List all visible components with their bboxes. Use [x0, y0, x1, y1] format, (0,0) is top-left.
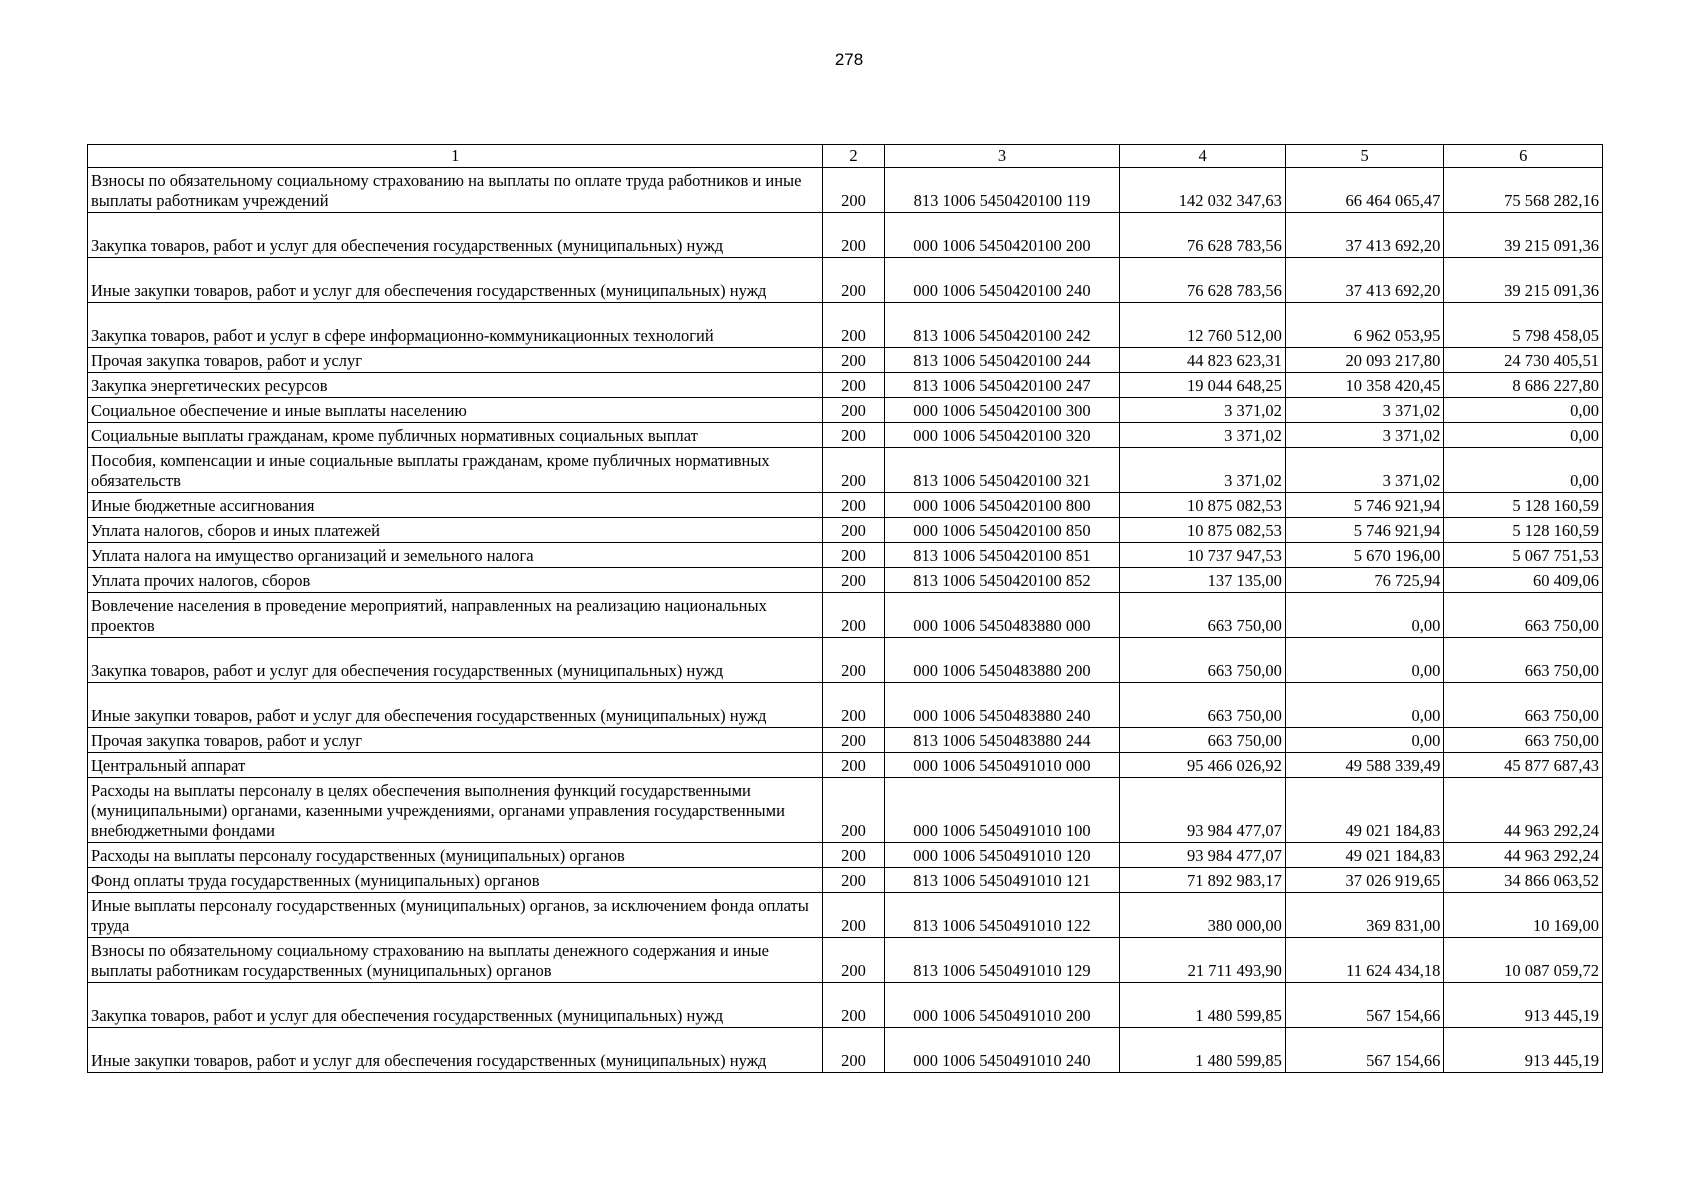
row-line-code: 200 — [823, 638, 884, 683]
row-name: Расходы на выплаты персоналу в целях обеспечения выполнения функций государственными (муниципальными) органами, казенными учреждениями, органами управления государственными внебюджетными фондами — [88, 778, 823, 843]
row-name: Фонд оплаты труда государственных (муниципальных) органов — [88, 868, 823, 893]
row-budget-code: 000 1006 5450483880 240 — [884, 683, 1120, 728]
row-budget-code: 813 1006 5450420100 247 — [884, 373, 1120, 398]
row-unexecuted: 663 750,00 — [1444, 683, 1603, 728]
row-executed: 0,00 — [1285, 593, 1444, 638]
row-unexecuted: 5 128 160,59 — [1444, 493, 1603, 518]
row-name: Иные выплаты персоналу государственных (муниципальных) органов, за исключением фонда оплаты труда — [88, 893, 823, 938]
row-name: Прочая закупка товаров, работ и услуг — [88, 348, 823, 373]
row-name: Социальное обеспечение и иные выплаты населению — [88, 398, 823, 423]
row-executed: 3 371,02 — [1285, 398, 1444, 423]
row-unexecuted: 45 877 687,43 — [1444, 753, 1603, 778]
page-number: 278 — [834, 50, 864, 69]
table-row — [88, 868, 1603, 893]
row-executed: 66 464 065,47 — [1285, 168, 1444, 213]
row-name: Расходы на выплаты персоналу государственных (муниципальных) органов — [88, 843, 823, 868]
row-executed: 6 962 053,95 — [1285, 303, 1444, 348]
row-unexecuted: 24 730 405,51 — [1444, 348, 1603, 373]
row-executed: 20 093 217,80 — [1285, 348, 1444, 373]
table-row — [88, 348, 1603, 373]
row-line-code: 200 — [823, 778, 884, 843]
row-budget-code: 000 1006 5450491010 000 — [884, 753, 1120, 778]
row-unexecuted: 10 087 059,72 — [1444, 938, 1603, 983]
row-name: Прочая закупка товаров, работ и услуг — [88, 728, 823, 753]
row-approved: 663 750,00 — [1120, 638, 1286, 683]
row-line-code: 200 — [823, 448, 884, 493]
column-header-4: 4 — [1120, 145, 1286, 168]
row-budget-code: 813 1006 5450491010 129 — [884, 938, 1120, 983]
row-unexecuted: 913 445,19 — [1444, 1028, 1603, 1073]
row-unexecuted: 39 215 091,36 — [1444, 258, 1603, 303]
row-line-code: 200 — [823, 843, 884, 868]
row-name: Взносы по обязательному социальному страхованию на выплаты по оплате труда работников и иные выплаты работникам учреждений — [88, 168, 823, 213]
row-executed: 0,00 — [1285, 728, 1444, 753]
row-line-code: 200 — [823, 568, 884, 593]
table-row — [88, 448, 1603, 493]
row-approved: 137 135,00 — [1120, 568, 1286, 593]
row-budget-code: 000 1006 5450420100 300 — [884, 398, 1120, 423]
budget-execution-table — [87, 144, 1603, 1073]
table-row — [88, 983, 1603, 1028]
table-row — [88, 843, 1603, 868]
row-executed: 567 154,66 — [1285, 1028, 1444, 1073]
row-name: Взносы по обязательному социальному страхованию на выплаты денежного содержания и иные выплаты работникам государственных (муниципальных) органов — [88, 938, 823, 983]
row-executed: 5 670 196,00 — [1285, 543, 1444, 568]
row-approved: 380 000,00 — [1120, 893, 1286, 938]
row-line-code: 200 — [823, 543, 884, 568]
table-row — [88, 303, 1603, 348]
row-approved: 21 711 493,90 — [1120, 938, 1286, 983]
table-row — [88, 638, 1603, 683]
row-budget-code: 813 1006 5450420100 852 — [884, 568, 1120, 593]
row-approved: 76 628 783,56 — [1120, 258, 1286, 303]
row-approved: 10 875 082,53 — [1120, 493, 1286, 518]
row-approved: 3 371,02 — [1120, 423, 1286, 448]
row-unexecuted: 5 798 458,05 — [1444, 303, 1603, 348]
table-row — [88, 568, 1603, 593]
table-row — [88, 493, 1603, 518]
row-line-code: 200 — [823, 348, 884, 373]
row-unexecuted: 34 866 063,52 — [1444, 868, 1603, 893]
row-approved: 19 044 648,25 — [1120, 373, 1286, 398]
row-budget-code: 000 1006 5450491010 120 — [884, 843, 1120, 868]
column-header-1: 1 — [88, 145, 823, 168]
row-approved: 663 750,00 — [1120, 683, 1286, 728]
table-row — [88, 753, 1603, 778]
row-executed: 76 725,94 — [1285, 568, 1444, 593]
row-unexecuted: 5 128 160,59 — [1444, 518, 1603, 543]
row-executed: 0,00 — [1285, 638, 1444, 683]
table-row — [88, 518, 1603, 543]
table-row — [88, 778, 1603, 843]
table-row — [88, 893, 1603, 938]
row-unexecuted: 0,00 — [1444, 423, 1603, 448]
row-line-code: 200 — [823, 303, 884, 348]
row-approved: 1 480 599,85 — [1120, 983, 1286, 1028]
row-name: Закупка товаров, работ и услуг для обеспечения государственных (муниципальных) нужд — [88, 983, 823, 1028]
row-unexecuted: 8 686 227,80 — [1444, 373, 1603, 398]
row-line-code: 200 — [823, 258, 884, 303]
row-name: Закупка товаров, работ и услуг в сфере информационно-коммуникационных технологий — [88, 303, 823, 348]
row-executed: 49 021 184,83 — [1285, 843, 1444, 868]
row-name: Иные бюджетные ассигнования — [88, 493, 823, 518]
row-unexecuted: 0,00 — [1444, 398, 1603, 423]
row-budget-code: 000 1006 5450420100 240 — [884, 258, 1120, 303]
row-name: Уплата налога на имущество организаций и земельного налога — [88, 543, 823, 568]
row-name: Социальные выплаты гражданам, кроме публичных нормативных социальных выплат — [88, 423, 823, 448]
row-unexecuted: 913 445,19 — [1444, 983, 1603, 1028]
row-executed: 567 154,66 — [1285, 983, 1444, 1028]
row-executed: 49 021 184,83 — [1285, 778, 1444, 843]
row-name: Закупка товаров, работ и услуг для обеспечения государственных (муниципальных) нужд — [88, 213, 823, 258]
row-budget-code: 000 1006 5450420100 200 — [884, 213, 1120, 258]
row-budget-code: 000 1006 5450483880 200 — [884, 638, 1120, 683]
row-name: Пособия, компенсации и иные социальные выплаты гражданам, кроме публичных нормативных обязательств — [88, 448, 823, 493]
table-row — [88, 213, 1603, 258]
row-executed: 5 746 921,94 — [1285, 493, 1444, 518]
row-executed: 369 831,00 — [1285, 893, 1444, 938]
row-approved: 93 984 477,07 — [1120, 843, 1286, 868]
row-line-code: 200 — [823, 728, 884, 753]
row-unexecuted: 663 750,00 — [1444, 593, 1603, 638]
row-unexecuted: 44 963 292,24 — [1444, 778, 1603, 843]
row-line-code: 200 — [823, 683, 884, 728]
row-approved: 663 750,00 — [1120, 728, 1286, 753]
table-row — [88, 258, 1603, 303]
row-unexecuted: 663 750,00 — [1444, 638, 1603, 683]
row-executed: 10 358 420,45 — [1285, 373, 1444, 398]
row-executed: 37 026 919,65 — [1285, 868, 1444, 893]
row-executed: 49 588 339,49 — [1285, 753, 1444, 778]
row-approved: 76 628 783,56 — [1120, 213, 1286, 258]
row-budget-code: 813 1006 5450483880 244 — [884, 728, 1120, 753]
row-approved: 93 984 477,07 — [1120, 778, 1286, 843]
row-approved: 1 480 599,85 — [1120, 1028, 1286, 1073]
row-line-code: 200 — [823, 1028, 884, 1073]
row-line-code: 200 — [823, 213, 884, 258]
row-executed: 3 371,02 — [1285, 423, 1444, 448]
row-budget-code: 813 1006 5450420100 321 — [884, 448, 1120, 493]
table-row — [88, 168, 1603, 213]
table-row — [88, 398, 1603, 423]
row-line-code: 200 — [823, 493, 884, 518]
table-row — [88, 1028, 1603, 1073]
row-budget-code: 813 1006 5450420100 244 — [884, 348, 1120, 373]
column-header-6: 6 — [1444, 145, 1603, 168]
row-line-code: 200 — [823, 373, 884, 398]
row-line-code: 200 — [823, 593, 884, 638]
row-unexecuted: 75 568 282,16 — [1444, 168, 1603, 213]
column-header-2: 2 — [823, 145, 884, 168]
row-line-code: 200 — [823, 938, 884, 983]
row-budget-code: 000 1006 5450420100 850 — [884, 518, 1120, 543]
row-budget-code: 813 1006 5450491010 121 — [884, 868, 1120, 893]
row-name: Иные закупки товаров, работ и услуг для обеспечения государственных (муниципальных) нужд — [88, 1028, 823, 1073]
table-row — [88, 683, 1603, 728]
row-line-code: 200 — [823, 983, 884, 1028]
row-approved: 10 737 947,53 — [1120, 543, 1286, 568]
row-approved: 142 032 347,63 — [1120, 168, 1286, 213]
column-header-3: 3 — [884, 145, 1120, 168]
row-approved: 3 371,02 — [1120, 448, 1286, 493]
row-approved: 71 892 983,17 — [1120, 868, 1286, 893]
row-executed: 37 413 692,20 — [1285, 258, 1444, 303]
row-approved: 663 750,00 — [1120, 593, 1286, 638]
column-header-5: 5 — [1285, 145, 1444, 168]
row-executed: 37 413 692,20 — [1285, 213, 1444, 258]
row-line-code: 200 — [823, 398, 884, 423]
row-name: Закупка товаров, работ и услуг для обеспечения государственных (муниципальных) нужд — [88, 638, 823, 683]
row-name: Уплата налогов, сборов и иных платежей — [88, 518, 823, 543]
row-approved: 95 466 026,92 — [1120, 753, 1286, 778]
row-executed: 11 624 434,18 — [1285, 938, 1444, 983]
row-budget-code: 813 1006 5450491010 122 — [884, 893, 1120, 938]
row-line-code: 200 — [823, 518, 884, 543]
row-executed: 5 746 921,94 — [1285, 518, 1444, 543]
row-budget-code: 000 1006 5450483880 000 — [884, 593, 1120, 638]
row-approved: 12 760 512,00 — [1120, 303, 1286, 348]
row-budget-code: 000 1006 5450491010 100 — [884, 778, 1120, 843]
table-row — [88, 593, 1603, 638]
row-line-code: 200 — [823, 168, 884, 213]
row-budget-code: 000 1006 5450420100 320 — [884, 423, 1120, 448]
row-unexecuted: 60 409,06 — [1444, 568, 1603, 593]
row-name: Иные закупки товаров, работ и услуг для обеспечения государственных (муниципальных) нужд — [88, 683, 823, 728]
row-executed: 0,00 — [1285, 683, 1444, 728]
table-row — [88, 543, 1603, 568]
row-unexecuted: 5 067 751,53 — [1444, 543, 1603, 568]
row-executed: 3 371,02 — [1285, 448, 1444, 493]
table-row — [88, 938, 1603, 983]
row-budget-code: 813 1006 5450420100 242 — [884, 303, 1120, 348]
row-budget-code: 000 1006 5450491010 240 — [884, 1028, 1120, 1073]
table-header-row — [88, 145, 1603, 168]
row-unexecuted: 663 750,00 — [1444, 728, 1603, 753]
table-row — [88, 728, 1603, 753]
row-approved: 3 371,02 — [1120, 398, 1286, 423]
row-budget-code: 000 1006 5450491010 200 — [884, 983, 1120, 1028]
row-line-code: 200 — [823, 423, 884, 448]
row-name: Иные закупки товаров, работ и услуг для обеспечения государственных (муниципальных) нужд — [88, 258, 823, 303]
row-unexecuted: 0,00 — [1444, 448, 1603, 493]
row-line-code: 200 — [823, 753, 884, 778]
row-budget-code: 813 1006 5450420100 851 — [884, 543, 1120, 568]
row-name: Закупка энергетических ресурсов — [88, 373, 823, 398]
row-unexecuted: 44 963 292,24 — [1444, 843, 1603, 868]
row-unexecuted: 10 169,00 — [1444, 893, 1603, 938]
row-line-code: 200 — [823, 868, 884, 893]
row-approved: 44 823 623,31 — [1120, 348, 1286, 373]
row-name: Уплата прочих налогов, сборов — [88, 568, 823, 593]
row-name: Центральный аппарат — [88, 753, 823, 778]
row-budget-code: 813 1006 5450420100 119 — [884, 168, 1120, 213]
row-budget-code: 000 1006 5450420100 800 — [884, 493, 1120, 518]
row-approved: 10 875 082,53 — [1120, 518, 1286, 543]
row-unexecuted: 39 215 091,36 — [1444, 213, 1603, 258]
row-line-code: 200 — [823, 893, 884, 938]
table-row — [88, 423, 1603, 448]
row-name: Вовлечение населения в проведение мероприятий, направленных на реализацию национальных проектов — [88, 593, 823, 638]
table-row — [88, 373, 1603, 398]
